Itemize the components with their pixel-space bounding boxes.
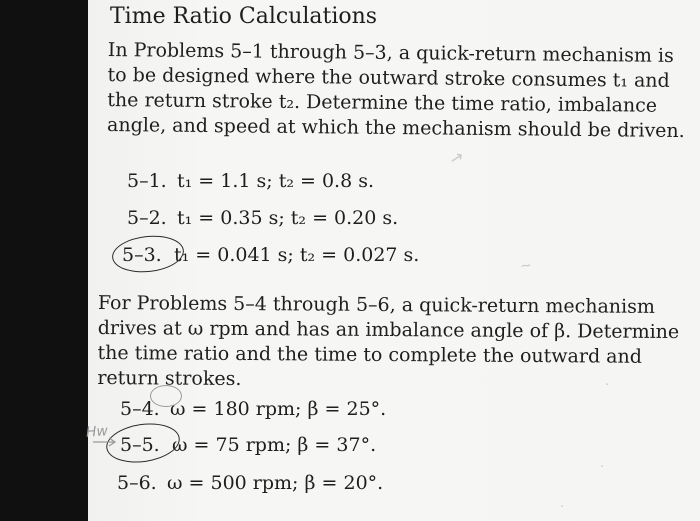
pencil-mark: · <box>560 500 565 515</box>
problem-given: ω = 180 rpm; β = 25°. <box>170 398 387 420</box>
problem-5-5 <box>120 434 376 456</box>
pencil-mark: ↗ <box>448 146 466 169</box>
pencil-mark: · <box>600 460 605 475</box>
problem-number: 5–6. <box>117 472 157 494</box>
problem-number: 5–1. <box>127 170 167 192</box>
section-title: Time Ratio Calculations <box>110 4 378 29</box>
intro-paragraph-2: For Problems 5–4 through 5–6, a quick-return mechanism drives at ω rpm and has an imbalance angle of β. Determine the time ratio and the time to complete the outward and return strokes. <box>97 291 680 391</box>
problem-given: ω = 75 rpm; β = 37°. <box>172 434 377 456</box>
problem-number: 5–4. <box>120 398 160 420</box>
problem-given: t₁ = 0.041 s; t₂ = 0.027 s. <box>174 244 420 266</box>
problem-given: t₁ = 0.35 s; t₂ = 0.20 s. <box>177 207 399 229</box>
problem-given: t₁ = 1.1 s; t₂ = 0.8 s. <box>177 170 374 192</box>
problem-5-6 <box>117 472 383 494</box>
problem-5-2 <box>127 207 398 229</box>
intro-paragraph-1: In Problems 5–1 through 5–3, a quick-return mechanism is to be designed where the outward stroke consumes t₁ and the return stroke t₂. Determine the time ratio, imbalance angle, and speed at which the mechanism should be driven. <box>106 38 685 143</box>
problem-5-4 <box>120 398 386 420</box>
photo-dark-edge <box>0 0 88 521</box>
problem-number: 5–3. <box>122 244 162 266</box>
problem-number: 5–2. <box>127 207 167 229</box>
problem-number: 5–5. <box>120 434 160 456</box>
handwritten-arrow-icon <box>92 437 118 447</box>
problem-5-1 <box>127 170 374 192</box>
handwritten-note: Hw <box>85 423 109 441</box>
pencil-mark: · <box>605 378 610 393</box>
problem-5-3 <box>122 244 419 266</box>
pencil-mark: ~ <box>518 257 533 275</box>
problem-given: ω = 500 rpm; β = 20°. <box>167 472 384 494</box>
